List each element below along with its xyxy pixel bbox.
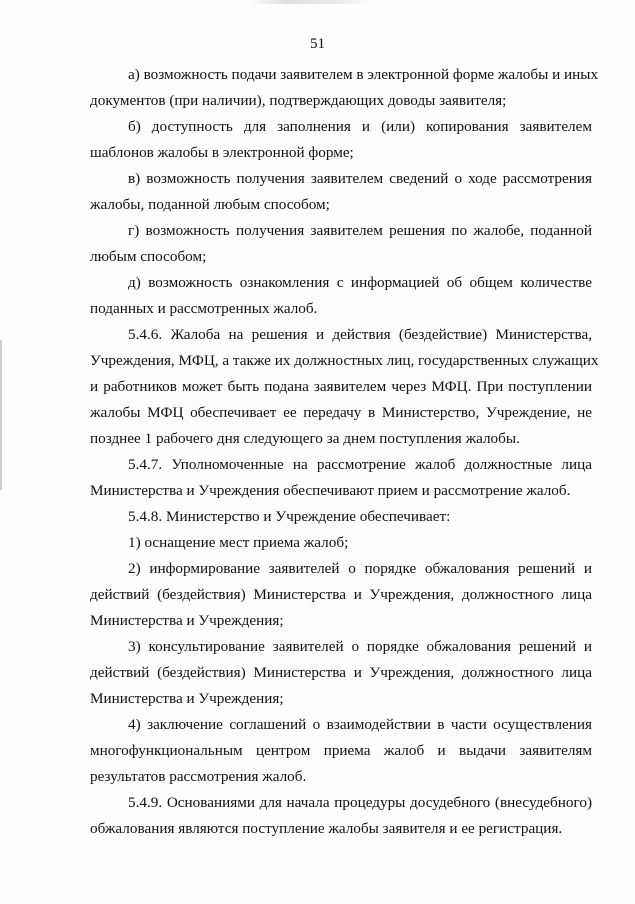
- text-line: Министерства и Учреждения обеспечивают прием и рассмотрение жалоб.: [90, 482, 571, 499]
- text-line: а) возможность подачи заявителем в электронной форме жалобы и иных: [128, 66, 599, 83]
- page-number: 51: [310, 36, 325, 52]
- text-line: многофункциональным центром приема жалоб и выдачи заявителям: [90, 742, 592, 759]
- text-line: документов (при наличии), подтверждающих доводы заявителя;: [90, 92, 507, 109]
- text-line: б) доступность для заполнения и (или) копирования заявителем: [128, 118, 592, 135]
- text-line: любым способом;: [90, 248, 207, 265]
- text-line: действий (бездействия) Министерства и Учреждения, должностного лица: [90, 586, 592, 603]
- text-line: результатов рассмотрения жалоб.: [90, 768, 307, 785]
- text-line: д) возможность ознакомления с информацией об общем количестве: [128, 274, 592, 291]
- text-line: позднее 1 рабочего дня следующего за днем поступления жалобы.: [90, 430, 520, 447]
- text-line: г) возможность получения заявителем решения по жалобе, поданной: [128, 222, 592, 239]
- text-line: 5.4.7. Уполномоченные на рассмотрение жалоб должностные лица: [128, 456, 592, 473]
- text-line: 4) заключение соглашений о взаимодействии в части осуществления: [128, 716, 592, 733]
- text-line: жалобы МФЦ обеспечивает ее передачу в Министерство, Учреждение, не: [90, 404, 592, 421]
- text-line: 5.4.8. Министерство и Учреждение обеспечивает:: [128, 508, 451, 525]
- text-line: обжалования являются поступление жалобы заявителя и ее регистрация.: [90, 820, 563, 837]
- text-line: 2) информирование заявителей о порядке обжалования решений и: [128, 560, 592, 577]
- text-line: в) возможность получения заявителем сведений о ходе рассмотрения: [128, 170, 592, 187]
- text-line: Учреждения, МФЦ, а также их должностных лиц, государственных служащих: [90, 352, 599, 369]
- text-line: 5.4.6. Жалоба на решения и действия (бездействие) Министерства,: [128, 326, 592, 343]
- text-line: шаблонов жалобы в электронной форме;: [90, 144, 354, 161]
- scan-artifact-left: [0, 340, 2, 490]
- text-line: поданных и рассмотренных жалоб.: [90, 300, 318, 317]
- text-line: 1) оснащение мест приема жалоб;: [128, 534, 349, 551]
- text-line: 5.4.9. Основаниями для начала процедуры досудебного (внесудебного): [128, 794, 592, 811]
- text-line: Министерства и Учреждения;: [90, 612, 284, 629]
- scan-artifact-top: [250, 0, 370, 4]
- text-line: Министерства и Учреждения;: [90, 690, 284, 707]
- text-line: действий (бездействия) Министерства и Учреждения, должностного лица: [90, 664, 592, 681]
- text-line: жалобы, поданной любым способом;: [90, 196, 330, 213]
- text-line: 3) консультирование заявителей о порядке обжалования решений и: [128, 638, 592, 655]
- text-line: и работников может быть подана заявителем через МФЦ. При поступлении: [90, 378, 592, 395]
